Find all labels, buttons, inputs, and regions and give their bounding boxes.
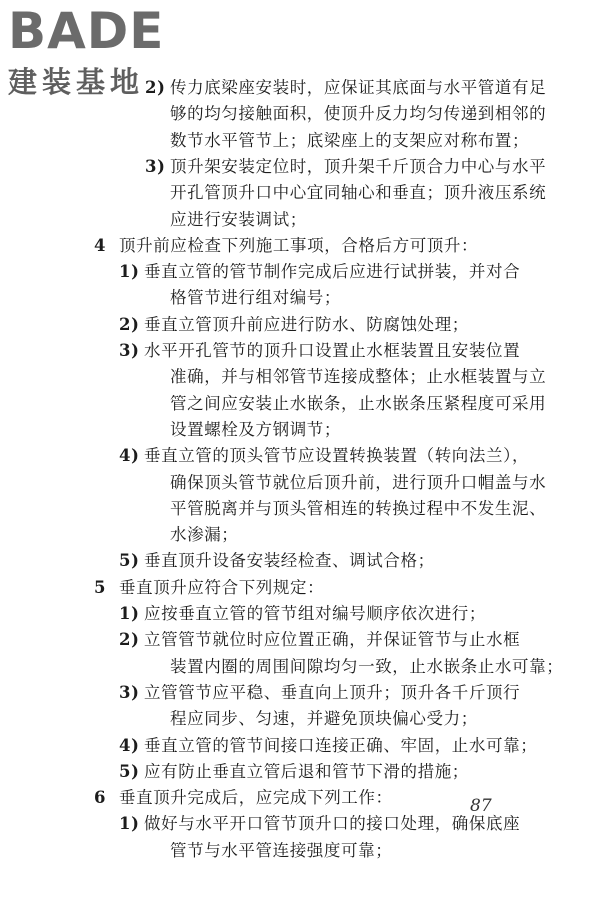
- line-text: 传力底梁座安装时，应保证其底面与水平管道有足: [170, 78, 547, 97]
- line-text: 应有防止垂直立管后退和管节下滑的措施；: [144, 761, 469, 781]
- text-line: [170, 472, 546, 494]
- item-number: 5): [119, 761, 140, 781]
- line-text: 开孔管顶升口中心宜同轴心和垂直；顶升液压系统: [170, 183, 547, 203]
- line-text: 垂直立管的管节间接口连接正确、牢固，止水可靠；: [144, 735, 538, 755]
- item-number: 1): [119, 814, 140, 834]
- line-text: 确保顶头管节就位后顶升前，进行顶升口帽盖与水: [170, 472, 547, 492]
- line-text: 立管管节应平稳、垂直向上顶升；顶升各千斤顶行: [144, 682, 521, 702]
- text-line: [170, 393, 546, 415]
- logo-subtitle: 建装基地: [8, 65, 145, 99]
- numbered-line: [119, 682, 520, 704]
- line-text: 垂直立管的管节制作完成后应进行试拼装，并对合: [144, 262, 521, 282]
- line-text: 够的均匀接触面积，使顶升反力均匀传递到相邻的: [170, 104, 547, 124]
- item-number: 1): [119, 262, 140, 282]
- item-number: 5): [119, 551, 140, 571]
- numbered-line: [119, 813, 520, 835]
- text-line: [170, 287, 341, 309]
- line-text: 应按垂直立管的管节组对编号顺序依次进行；: [144, 604, 486, 623]
- item-number: 2): [119, 314, 140, 334]
- line-text: 水渗漏；: [170, 525, 239, 545]
- line-text: 数节水平管节上；底梁座上的支架应对称布置；: [170, 130, 530, 150]
- text-line: [170, 656, 563, 678]
- text-line: [170, 419, 341, 441]
- item-number: 3): [119, 341, 140, 360]
- text-line: [170, 498, 546, 520]
- numbered-line: [94, 787, 393, 809]
- item-number: 4): [119, 735, 140, 755]
- text-line: [170, 103, 546, 125]
- page-number: 87: [470, 796, 492, 816]
- text-line: [170, 366, 546, 388]
- text-line: [170, 130, 529, 152]
- text-line: [170, 209, 307, 231]
- numbered-line: [119, 603, 486, 625]
- numbered-line: [94, 235, 478, 257]
- line-text: 格管节进行组对编号；: [170, 288, 341, 308]
- line-text: 立管管节就位时应位置正确，并保证管节与止水框: [144, 630, 521, 650]
- item-number: 4: [94, 235, 107, 255]
- numbered-line: [119, 340, 520, 362]
- numbered-line: [119, 445, 529, 467]
- numbered-line: [119, 314, 469, 336]
- line-text: 装置内圈的周围间隙均匀一致，止水嵌条止水可靠；: [170, 656, 564, 676]
- numbered-line: [145, 156, 546, 178]
- line-text: 管之间应安装止水嵌条，止水嵌条压紧程度可采用: [170, 393, 547, 413]
- text-line: [170, 182, 546, 204]
- numbered-line: [145, 77, 546, 99]
- numbered-line: [119, 629, 520, 651]
- logo-wordmark: BADE: [8, 2, 165, 60]
- numbered-line: [119, 761, 469, 783]
- line-text: 程应同步、匀速，并避免顶块偏心受力；: [170, 709, 478, 729]
- text-line: [170, 708, 478, 730]
- item-number: 3): [119, 682, 140, 702]
- line-text: 管节与水平管连接强度可靠；: [170, 840, 393, 860]
- line-text: 顶升前应检查下列施工事项，合格后方可顶升：: [119, 235, 479, 255]
- text-line: [170, 840, 392, 862]
- line-text: 垂直顶升完成后，应完成下列工作：: [119, 788, 393, 808]
- line-text: 应进行安装调试；: [170, 209, 307, 229]
- line-text: 垂直顶升应符合下列规定：: [119, 577, 325, 597]
- line-text: 顶升架安装定位时，顶升架千斤顶合力中心与水平: [170, 156, 547, 176]
- item-number: 6: [94, 788, 107, 808]
- item-number: 1): [119, 604, 140, 623]
- line-text: 水平开孔管节的顶升口设置止水框装置且安装位置: [144, 341, 521, 360]
- numbered-line: [119, 735, 537, 757]
- item-number: 5: [94, 577, 107, 597]
- line-text: 做好与水平开口管节顶升口的接口处理，确保底座: [144, 814, 521, 834]
- line-text: 设置螺栓及方钢调节；: [170, 419, 341, 439]
- numbered-line: [94, 577, 324, 599]
- line-text: 平管脱离并与顶头管相连的转换过程中不发生泥、: [170, 498, 547, 518]
- item-number: 4): [119, 446, 140, 466]
- line-text: 垂直顶升设备安装经检查、调试合格；: [144, 551, 435, 571]
- numbered-line: [119, 550, 435, 572]
- numbered-line: [119, 261, 520, 283]
- item-number: 3): [145, 156, 166, 176]
- line-text: 垂直立管的顶头管节应设置转换装置（转向法兰），: [144, 446, 530, 466]
- line-text: 垂直立管顶升前应进行防水、防腐蚀处理；: [144, 314, 469, 334]
- line-text: 准确，并与相邻管节连接成整体；止水框装置与立: [170, 367, 547, 387]
- item-number: 2): [145, 78, 166, 97]
- item-number: 2): [119, 630, 140, 650]
- text-line: [170, 524, 238, 546]
